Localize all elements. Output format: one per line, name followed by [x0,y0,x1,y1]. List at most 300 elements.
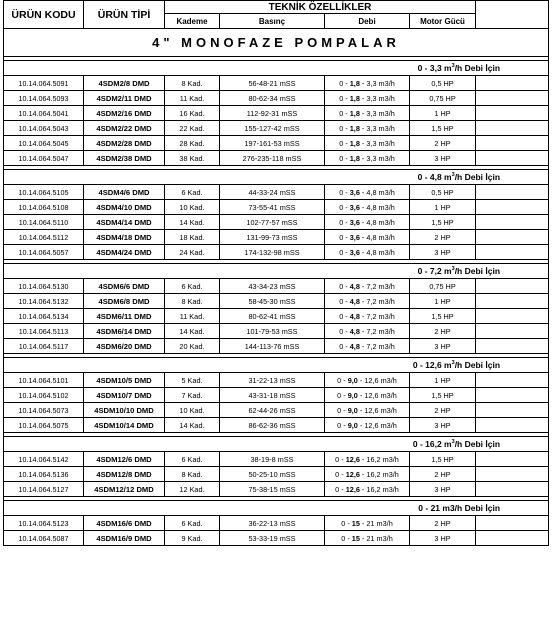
kademe-cell: 5 Kad. [165,373,220,388]
debi-cell [325,294,410,309]
kademe-cell: 22 Kad. [165,121,220,136]
debi-min: 0 - [341,533,352,543]
debi-nominal: 12,6 [345,469,360,479]
motor-gucu-cell: 1 HP [410,106,476,121]
kademe-cell: 8 Kad. [165,467,220,482]
basinc-cell: 80-62-34 mSS [220,91,325,106]
kademe-cell: 14 Kad. [165,324,220,339]
section-title-text: 0 - 7,2 m [417,266,452,276]
product-code-cell: 10.14.064.5043 [4,121,84,136]
product-type-cell: 4SDM2/28 DMD [84,136,165,151]
debi-nominal: 1,8 [349,138,360,148]
debi-min: 0 - [339,341,350,351]
section-title-text: 0 - 16,2 m [412,439,452,449]
debi-nominal: 4,8 [349,311,360,321]
section-header-row [4,437,549,452]
product-code-cell: 10.14.064.5101 [4,373,84,388]
debi-cell [325,388,410,403]
product-type-cell: 4SDM4/10 DMD [84,200,165,215]
section-title-text: 0 - 12,6 m [412,360,452,370]
product-code-cell: 10.14.064.5102 [4,388,84,403]
empty-cell [476,418,549,433]
debi-max: - 16,2 m3/h [359,454,399,464]
table-row [4,403,549,418]
section-title-suffix: /h Debi İçin [454,266,501,276]
section-title-superscript: 3 [451,266,455,273]
debi-nominal: 4,8 [349,296,360,306]
product-type-cell: 4SDM16/9 DMD [84,531,165,546]
debi-min: 0 - [339,187,350,197]
product-code-cell: 10.14.064.5127 [4,482,84,497]
basinc-cell: 56-48-21 mSS [220,76,325,91]
empty-cell [476,531,549,546]
kademe-cell: 11 Kad. [165,91,220,106]
debi-cell [325,339,410,354]
section-title [4,501,549,516]
kademe-cell: 20 Kad. [165,339,220,354]
debi-max: - 3,3 m3/h [359,108,395,118]
kademe-cell: 6 Kad. [165,185,220,200]
debi-min: 0 - [335,484,346,494]
debi-nominal: 9,0 [347,420,358,430]
debi-max: - 3,3 m3/h [359,138,395,148]
debi-cell [325,215,410,230]
debi-cell [325,516,410,531]
product-type-cell: 4SDM2/16 DMD [84,106,165,121]
debi-max: - 3,3 m3/h [359,93,395,103]
empty-cell [476,467,549,482]
debi-min: 0 - [339,153,350,163]
product-type-cell: 4SDM2/11 DMD [84,91,165,106]
pump-spec-table [3,0,549,546]
debi-max: - 16,2 m3/h [359,469,399,479]
product-code-cell: 10.14.064.5093 [4,91,84,106]
debi-max: - 7,2 m3/h [359,326,395,336]
header-motor-gucu: Motor Gücü [410,14,476,29]
section-title-superscript: 3 [451,63,455,70]
table-row [4,309,549,324]
table-row [4,531,549,546]
table-row [4,516,549,531]
motor-gucu-cell: 3 HP [410,531,476,546]
basinc-cell: 75-38-15 mSS [220,482,325,497]
motor-gucu-cell: 2 HP [410,403,476,418]
section-title-suffix: /h Debi İçin [454,172,501,182]
header-empty-cell [476,1,549,29]
product-code-cell: 10.14.064.5108 [4,200,84,215]
header-teknik-ozellikler: TEKNİK ÖZELLİKLER [165,1,476,14]
debi-nominal: 12,6 [345,484,360,494]
debi-max: - 7,2 m3/h [359,296,395,306]
motor-gucu-cell: 1,5 HP [410,452,476,467]
basinc-cell: 80-62-41 mSS [220,309,325,324]
basinc-cell: 58-45-30 mSS [220,294,325,309]
debi-min: 0 - [339,202,350,212]
debi-min: 0 - [337,390,348,400]
product-code-cell: 10.14.064.5117 [4,339,84,354]
section-header-row [4,501,549,516]
debi-min: 0 - [339,123,350,133]
table-row [4,121,549,136]
product-code-cell: 10.14.064.5075 [4,418,84,433]
table-row [4,467,549,482]
product-code-cell: 10.14.064.5130 [4,279,84,294]
section-header-row [4,358,549,373]
debi-cell [325,136,410,151]
debi-nominal: 4,8 [349,326,360,336]
basinc-cell: 131-99-73 mSS [220,230,325,245]
motor-gucu-cell: 1,5 HP [410,121,476,136]
debi-max: - 12,6 m3/h [357,405,397,415]
section-title [4,437,549,452]
motor-gucu-cell: 3 HP [410,245,476,260]
basinc-cell: 50-25-10 mSS [220,467,325,482]
product-code-cell: 10.14.064.5045 [4,136,84,151]
table-row [4,418,549,433]
section-title [4,170,549,185]
debi-nominal: 4,8 [349,341,360,351]
section-title [4,358,549,373]
kademe-cell: 10 Kad. [165,403,220,418]
basinc-cell: 276-235-118 mSS [220,151,325,166]
product-code-cell: 10.14.064.5136 [4,467,84,482]
table-row [4,482,549,497]
kademe-cell: 9 Kad. [165,531,220,546]
debi-min: 0 - [339,232,350,242]
debi-min: 0 - [339,296,350,306]
product-code-cell: 10.14.064.5087 [4,531,84,546]
kademe-cell: 38 Kad. [165,151,220,166]
debi-cell [325,403,410,418]
motor-gucu-cell: 0,75 HP [410,91,476,106]
debi-max: - 21 m3/h [359,533,393,543]
basinc-cell: 43-31-18 mSS [220,388,325,403]
table-row [4,294,549,309]
debi-nominal: 1,8 [349,153,360,163]
debi-nominal: 9,0 [347,375,358,385]
product-code-cell: 10.14.064.5110 [4,215,84,230]
table-row [4,452,549,467]
product-code-cell: 10.14.064.5073 [4,403,84,418]
section-title-superscript: 3 [451,172,455,179]
section-title-superscript: 3 [451,439,455,446]
header-urun-kodu: ÜRÜN KODU [4,1,84,29]
debi-min: 0 - [339,281,350,291]
basinc-cell: 62-44-26 mSS [220,403,325,418]
debi-nominal: 15 [351,533,360,543]
kademe-cell: 11 Kad. [165,309,220,324]
product-type-cell: 4SDM4/6 DMD [84,185,165,200]
debi-nominal: 12,6 [345,454,360,464]
debi-cell [325,151,410,166]
empty-cell [476,279,549,294]
product-type-cell: 4SDM2/22 DMD [84,121,165,136]
kademe-cell: 24 Kad. [165,245,220,260]
table-row [4,215,549,230]
table-row [4,151,549,166]
product-type-cell: 4SDM6/20 DMD [84,339,165,354]
debi-nominal: 15 [351,518,360,528]
debi-nominal: 9,0 [347,405,358,415]
debi-min: 0 - [339,247,350,257]
debi-cell [325,245,410,260]
table-row [4,200,549,215]
debi-nominal: 1,8 [349,123,360,133]
product-type-cell: 4SDM2/8 DMD [84,76,165,91]
debi-max: - 7,2 m3/h [359,341,395,351]
table-row [4,91,549,106]
debi-min: 0 - [337,375,348,385]
empty-cell [476,185,549,200]
motor-gucu-cell: 1 HP [410,200,476,215]
product-type-cell: 4SDM16/6 DMD [84,516,165,531]
kademe-cell: 14 Kad. [165,215,220,230]
debi-cell [325,185,410,200]
product-code-cell: 10.14.064.5142 [4,452,84,467]
debi-cell [325,373,410,388]
motor-gucu-cell: 3 HP [410,482,476,497]
table-row [4,106,549,121]
header-urun-tipi: ÜRÜN TİPİ [84,1,165,29]
table-row [4,136,549,151]
debi-nominal: 1,8 [349,93,360,103]
product-type-cell: 4SDM6/6 DMD [84,279,165,294]
empty-cell [476,294,549,309]
debi-max: - 4,8 m3/h [359,202,395,212]
section-header-row [4,61,549,76]
debi-nominal: 3,6 [349,247,360,257]
basinc-cell: 101-79-53 mSS [220,324,325,339]
debi-max: - 4,8 m3/h [359,247,395,257]
table-row [4,185,549,200]
debi-min: 0 - [341,518,352,528]
empty-cell [476,516,549,531]
section-title-superscript: 3 [451,360,455,367]
product-code-cell: 10.14.064.5047 [4,151,84,166]
debi-cell [325,531,410,546]
header-debi: Debi [325,14,410,29]
debi-cell [325,324,410,339]
motor-gucu-cell: 2 HP [410,467,476,482]
empty-cell [476,106,549,121]
product-type-cell: 4SDM2/38 DMD [84,151,165,166]
debi-min: 0 - [335,454,346,464]
debi-nominal: 3,6 [349,232,360,242]
header-kademe: Kademe [165,14,220,29]
basinc-cell: 155-127-42 mSS [220,121,325,136]
basinc-cell: 43-34-23 mSS [220,279,325,294]
debi-nominal: 4,8 [349,281,360,291]
debi-min: 0 - [339,78,350,88]
table-title: 4" MONOFAZE POMPALAR [4,29,549,57]
kademe-cell: 6 Kad. [165,452,220,467]
empty-cell [476,452,549,467]
debi-max: - 21 m3/h [359,518,393,528]
debi-cell [325,452,410,467]
table-row [4,388,549,403]
table-row [4,373,549,388]
basinc-cell: 38-19-8 mSS [220,452,325,467]
basinc-cell: 197-161-53 mSS [220,136,325,151]
kademe-cell: 7 Kad. [165,388,220,403]
product-code-cell: 10.14.064.5091 [4,76,84,91]
basinc-cell: 44-33-24 mSS [220,185,325,200]
motor-gucu-cell: 2 HP [410,516,476,531]
debi-cell [325,309,410,324]
debi-min: 0 - [339,108,350,118]
basinc-cell: 174-132-98 mSS [220,245,325,260]
product-code-cell: 10.14.064.5123 [4,516,84,531]
product-type-cell: 4SDM12/6 DMD [84,452,165,467]
header-row [4,1,549,14]
table-row [4,230,549,245]
debi-min: 0 - [337,420,348,430]
debi-cell [325,230,410,245]
table-title-row [4,29,549,57]
section-title [4,264,549,279]
product-code-cell: 10.14.064.5134 [4,309,84,324]
motor-gucu-cell: 3 HP [410,418,476,433]
product-type-cell: 4SDM4/14 DMD [84,215,165,230]
kademe-cell: 8 Kad. [165,76,220,91]
empty-cell [476,373,549,388]
kademe-cell: 14 Kad. [165,418,220,433]
debi-cell [325,200,410,215]
section-header-row [4,170,549,185]
debi-cell [325,482,410,497]
product-type-cell: 4SDM10/10 DMD [84,403,165,418]
basinc-cell: 144-113-76 mSS [220,339,325,354]
debi-min: 0 - [339,138,350,148]
motor-gucu-cell: 1 HP [410,294,476,309]
debi-nominal: 1,8 [349,108,360,118]
header-basinc: Basınç [220,14,325,29]
debi-min: 0 - [337,405,348,415]
debi-max: - 3,3 m3/h [359,78,395,88]
motor-gucu-cell: 1,5 HP [410,309,476,324]
empty-cell [476,245,549,260]
debi-cell [325,91,410,106]
motor-gucu-cell: 3 HP [410,151,476,166]
basinc-cell: 36-22-13 mSS [220,516,325,531]
motor-gucu-cell: 0,5 HP [410,185,476,200]
debi-cell [325,418,410,433]
kademe-cell: 28 Kad. [165,136,220,151]
section-title-text: 0 - 4,8 m [417,172,452,182]
motor-gucu-cell: 1,5 HP [410,388,476,403]
product-type-cell: 4SDM10/7 DMD [84,388,165,403]
empty-cell [476,200,549,215]
product-code-cell: 10.14.064.5132 [4,294,84,309]
product-code-cell: 10.14.064.5112 [4,230,84,245]
basinc-cell: 53-33-19 mSS [220,531,325,546]
debi-min: 0 - [339,217,350,227]
product-type-cell: 4SDM12/8 DMD [84,467,165,482]
debi-nominal: 3,6 [349,217,360,227]
debi-min: 0 - [339,93,350,103]
empty-cell [476,309,549,324]
basinc-cell: 102-77-57 mSS [220,215,325,230]
empty-cell [476,136,549,151]
motor-gucu-cell: 2 HP [410,230,476,245]
motor-gucu-cell: 2 HP [410,136,476,151]
kademe-cell: 10 Kad. [165,200,220,215]
debi-max: - 4,8 m3/h [359,187,395,197]
debi-max: - 4,8 m3/h [359,217,395,227]
empty-cell [476,403,549,418]
section-title [4,61,549,76]
debi-nominal: 3,6 [349,187,360,197]
motor-gucu-cell: 1,5 HP [410,215,476,230]
debi-max: - 3,3 m3/h [359,123,395,133]
debi-max: - 12,6 m3/h [357,390,397,400]
section-title-suffix: /h Debi İçin [454,360,501,370]
motor-gucu-cell: 2 HP [410,324,476,339]
kademe-cell: 12 Kad. [165,482,220,497]
empty-cell [476,151,549,166]
kademe-cell: 18 Kad. [165,230,220,245]
basinc-cell: 31-22-13 mSS [220,373,325,388]
debi-cell [325,76,410,91]
debi-cell [325,106,410,121]
product-code-cell: 10.14.064.5113 [4,324,84,339]
empty-cell [476,230,549,245]
product-code-cell: 10.14.064.5041 [4,106,84,121]
motor-gucu-cell: 0,75 HP [410,279,476,294]
debi-cell [325,467,410,482]
kademe-cell: 16 Kad. [165,106,220,121]
product-type-cell: 4SDM10/14 DMD [84,418,165,433]
table-row [4,279,549,294]
debi-min: 0 - [335,469,346,479]
motor-gucu-cell: 1 HP [410,373,476,388]
debi-max: - 12,6 m3/h [357,375,397,385]
product-type-cell: 4SDM6/11 DMD [84,309,165,324]
debi-nominal: 9,0 [347,390,358,400]
kademe-cell: 8 Kad. [165,294,220,309]
section-title-text: 0 - 21 m3/h Debi İçin [418,503,501,513]
product-code-cell: 10.14.064.5057 [4,245,84,260]
empty-cell [476,324,549,339]
debi-cell [325,121,410,136]
debi-max: - 3,3 m3/h [359,153,395,163]
section-title-text: 0 - 3,3 m [417,63,452,73]
motor-gucu-cell: 3 HP [410,339,476,354]
product-type-cell: 4SDM6/8 DMD [84,294,165,309]
product-type-cell: 4SDM4/18 DMD [84,230,165,245]
empty-cell [476,339,549,354]
empty-cell [476,215,549,230]
debi-max: - 7,2 m3/h [359,281,395,291]
product-code-cell: 10.14.064.5105 [4,185,84,200]
product-type-cell: 4SDM12/12 DMD [84,482,165,497]
section-header-row [4,264,549,279]
table-row [4,245,549,260]
debi-max: - 7,2 m3/h [359,311,395,321]
section-title-suffix: /h Debi İçin [454,439,501,449]
debi-min: 0 - [339,326,350,336]
debi-cell [325,279,410,294]
debi-max: - 16,2 m3/h [359,484,399,494]
empty-cell [476,91,549,106]
empty-cell [476,482,549,497]
debi-nominal: 3,6 [349,202,360,212]
basinc-cell: 112-92-31 mSS [220,106,325,121]
kademe-cell: 6 Kad. [165,279,220,294]
debi-max: - 12,6 m3/h [357,420,397,430]
motor-gucu-cell: 0,5 HP [410,76,476,91]
debi-min: 0 - [339,311,350,321]
